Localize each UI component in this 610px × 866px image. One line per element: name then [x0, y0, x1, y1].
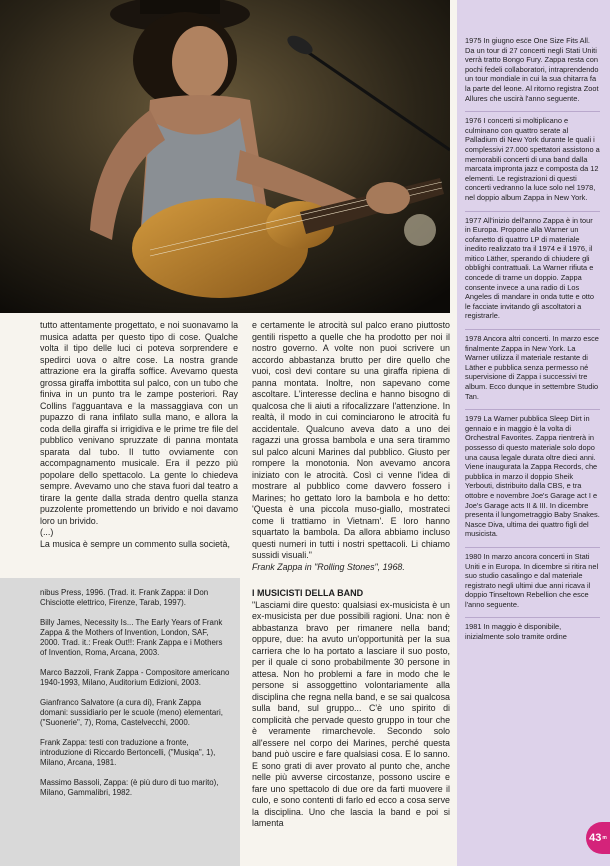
timeline-entry-text: 1977 All'inizio dell'anno Zappa è in tour in Europa. Propone alla Warner un cofanetto di quattro LP di materiale inedito realizzato tra il 1974 e il 1976, il mitico Läther, sperando di chiudere gli obblighi contrattuali. La Warner rifiuta e concede di trarne un doppio. Zappa consente invece a una radio di Los Angeles di mandare in onda tutte e otto le facciate invitando gli ascoltatori a registrarle. — [465, 215, 595, 321]
timeline-entry-text: 1981 In maggio è disponibile, inizialmente solo tramite ordine — [465, 622, 567, 642]
timeline-entry — [465, 211, 600, 322]
page-number: 43 — [589, 832, 602, 844]
timeline-entry-text: 1978 Ancora altri concerti. In marzo esce finalmente Zappa in New York. La Warner utilizza il materiale restante di Läther e pubblica senza permesso né supervisione di Zappa i successivi tre album. Ecco dunque in settembre Studio Tan. — [465, 334, 599, 401]
article-column-2-section — [252, 588, 450, 830]
bibliography-entry: Marco Bazzoli, Frank Zappa - Compositore americano 1940-1993, Milano, Auditorium Edizioni, 2003. — [40, 668, 230, 687]
bibliography-entry: Frank Zappa: testi con traduzione a fronte, introduzione di Riccardo Bertoncelli, ("Musiqa", 1), Milano, Arcana, 1981. — [40, 738, 216, 767]
article-column-2 — [252, 320, 450, 573]
timeline-entry-text: 1976 I concerti si moltiplicano e culminano con quattro serate al Palladium di New York durante le quali i complessivi 27.000 spettatori assistono a memorabili concerti di una band dalla marcata impronta jazz e composta da 12 elementi. Le registrazioni di questi concerti vedranno la luce solo nel 1978, nel doppio album Zappa in New York. — [465, 116, 600, 202]
timeline-sidebar — [457, 0, 610, 866]
timeline-entry — [465, 111, 600, 202]
page-number-tab — [586, 822, 610, 854]
concert-photo — [0, 0, 450, 313]
timeline-divider — [465, 111, 600, 112]
bibliography-entry: Massimo Bassoli, Zappa: (è più duro di tuo marito), Milano, Gammalibri, 1982. — [40, 778, 219, 797]
timeline-entry-text: 1980 In marzo ancora concerti in Stati Uniti e in Europa. In dicembre si ritira nel suo studio casalingo e dal materiale registrato negli ultimi due anni ricava il doppio Tinseltown Rebellion che esce l'anno seguente. — [465, 551, 599, 609]
article-column-1 — [40, 320, 238, 550]
timeline-entry-text: 1979 La Warner pubblica Sleep Dirt in gennaio e in maggio è la volta di Orchestral Favorites. Zappa rientrerà in possesso di questo materiale solo dopo una causa legale durata oltre dieci anni. Viene inaugurata la Zappa Records, che pubblica in marzo il doppio Sheik Yerbouti, distribuito dalla CBS, e tra ottobre e novembre Joe's Garage act I e Joe's Garage acts II & III. In dicembre presenta il lungometraggio Baby Snakes. Nasce Diva, ultima dei quattro figli del musicista. — [465, 414, 600, 539]
article-paragraph: e certamente le atrocità sul palco erano piuttosto gentili rispetto a quelle che ha prodotto per noi il nostro governo. A volte non puoi scrivere un accordo abbastanza brutto per dire quello che vuoi, così devi contare su una giraffa ripiena di panna montata. Inoltre, non sapevano come ascoltare. L'interesse declina e hanno bisogno di qualcosa che li aiuti a rifocalizzare l'attenzione. In realtà, il modo in cui cominciarono le atrocità fu accidentale. Qualcuno aveva dato a uno dei ragazzi una grossa bambola e una sera tirammo sul palco alcuni Marines dal pubblico. Giusto per rompere la monotonia. Non avevamo ancora iniziato con le atrocità. Così ci venne l'idea di mostrare al pubblico come davvero fossero i Marines; ho gettato loro la bambola e ho detto: 'Questa è una piccola muso-giallo, mostrateci come li trattiamo in Vietnam'. E loro hanno squartato la bambola. Da allora abbiamo incluso questi numeri in tutti i nostri spettacoli. Li chiamo sussidi visuali." — [252, 320, 450, 560]
quote-source: Frank Zappa in "Rolling Stones", 1968. — [252, 561, 405, 572]
article-paragraph: La musica è sempre un commento sulla società, — [40, 538, 230, 549]
timeline-entry — [465, 409, 600, 539]
timeline-entry — [465, 547, 600, 610]
article-ellipsis: (...) — [40, 527, 54, 537]
article-paragraph: "Lasciami dire questo: qualsiasi ex-musicista è un ex-musicista per due possibili ragioni. Una: non è abbastanza bravo per rimanere nella band; oppure, due: ha avuto un'opportunità per la sua carriera che lo ha portato a lasciare il suo posto, per il quale ci sono probabilmente 30 persone in attesa. Non ho problemi a fare in modo che le persone si assoggettino volontariamente alla disciplina che regna nella band, e se sai qualcosa sulla band, sul gruppo... C'è uno spirito di complicità che pervade questo gruppo in tour che è veramente rimarchevole. Secondo solo all'essere nel corpo dei Marines, perché questa band può uscire e fare qualsiasi cosa. E lo sanno. E sono grati di aver provato al punto che, anche nelle più avverse circostanze, possono uscire e fare uno spettacolo di due ore da farti muovere il culo, e sono contenti di farlo ed ecco a cosa serve la disciplina. Uno che lascia la band e poi si lamenta — [252, 599, 450, 828]
page-number-suffix: m — [602, 835, 607, 841]
timeline-divider — [465, 329, 600, 330]
bibliography-entry: Gianfranco Salvatore (a cura di), Frank Zappa domani: sussidiario per le scuole (meno) elementari, ("Suonerie", 7), Roma, Castelvecchi, 2000. — [40, 698, 223, 727]
timeline-entry — [465, 617, 600, 641]
bibliography-entry: Billy James, Necessity Is... The Early Years of Frank Zappa & the Mothers of Invention, London, SAF, 2000. Trad. it.: Freak Out!!: Frank Zappa e i Mothers of Invention, Roma, Arcana, 2003. — [40, 618, 223, 657]
bibliography-entry: nibus Press, 1996. (Trad. it. Frank Zappa: il Don Chisciotte elettrico, Firenze, Tarab, 1997). — [40, 588, 209, 607]
article-paragraph: tutto attentamente progettato, e noi suonavamo la musica adatta per questo tipo di cose. Qualche volta il tipo delle luci ci poteva sorprendere e spedirci uova o altre cose. La nostra grande attrazione era la giraffa soffice. Avevamo questa grossa giraffa imbottita sul palco, con un tubo che finiva in un punto tra le zampe posteriori. Ray Collins l'agguantava e la massaggiava con un pupazzo di rana infilato sulla mano, e allora la coda della giraffa si irrigidiva e le prime tre file del pubblico venivano spruzzate di panna montata sparata dal tubo. Il tutto ovviamente con accompagnamento musicale. Era il pezzo più popolare dello spettacolo. La gente lo chiedeva sempre. Avevamo uno che stava fuori dal teatro a tirare la gente dalla strada dentro quella stanza puzzolente promettendo un brivido e noi davamo loro un brivido. — [40, 320, 238, 526]
section-title: I MUSICISTI DELLA BAND — [252, 588, 364, 598]
bibliography-list — [40, 588, 230, 808]
timeline-entry — [465, 36, 600, 103]
timeline-divider — [465, 617, 600, 618]
timeline-divider — [465, 547, 600, 548]
bibliography-box — [0, 578, 240, 866]
timeline-entry-text: 1975 In giugno esce One Size Fits All. Da un tour di 27 concerti negli Stati Uniti verrà tratto Bongo Fury. Zappa resta con pochi fedeli collaboratori, intraprendendo un tour mondiale in cui la sua chitarra fa la parte del leone. Al ritorno registra Zoot Allures che uscirà l'anno seguente. — [465, 36, 599, 103]
timeline-divider — [465, 211, 600, 212]
timeline-divider — [465, 409, 600, 410]
timeline-entry — [465, 329, 600, 401]
timeline-list — [465, 36, 600, 650]
